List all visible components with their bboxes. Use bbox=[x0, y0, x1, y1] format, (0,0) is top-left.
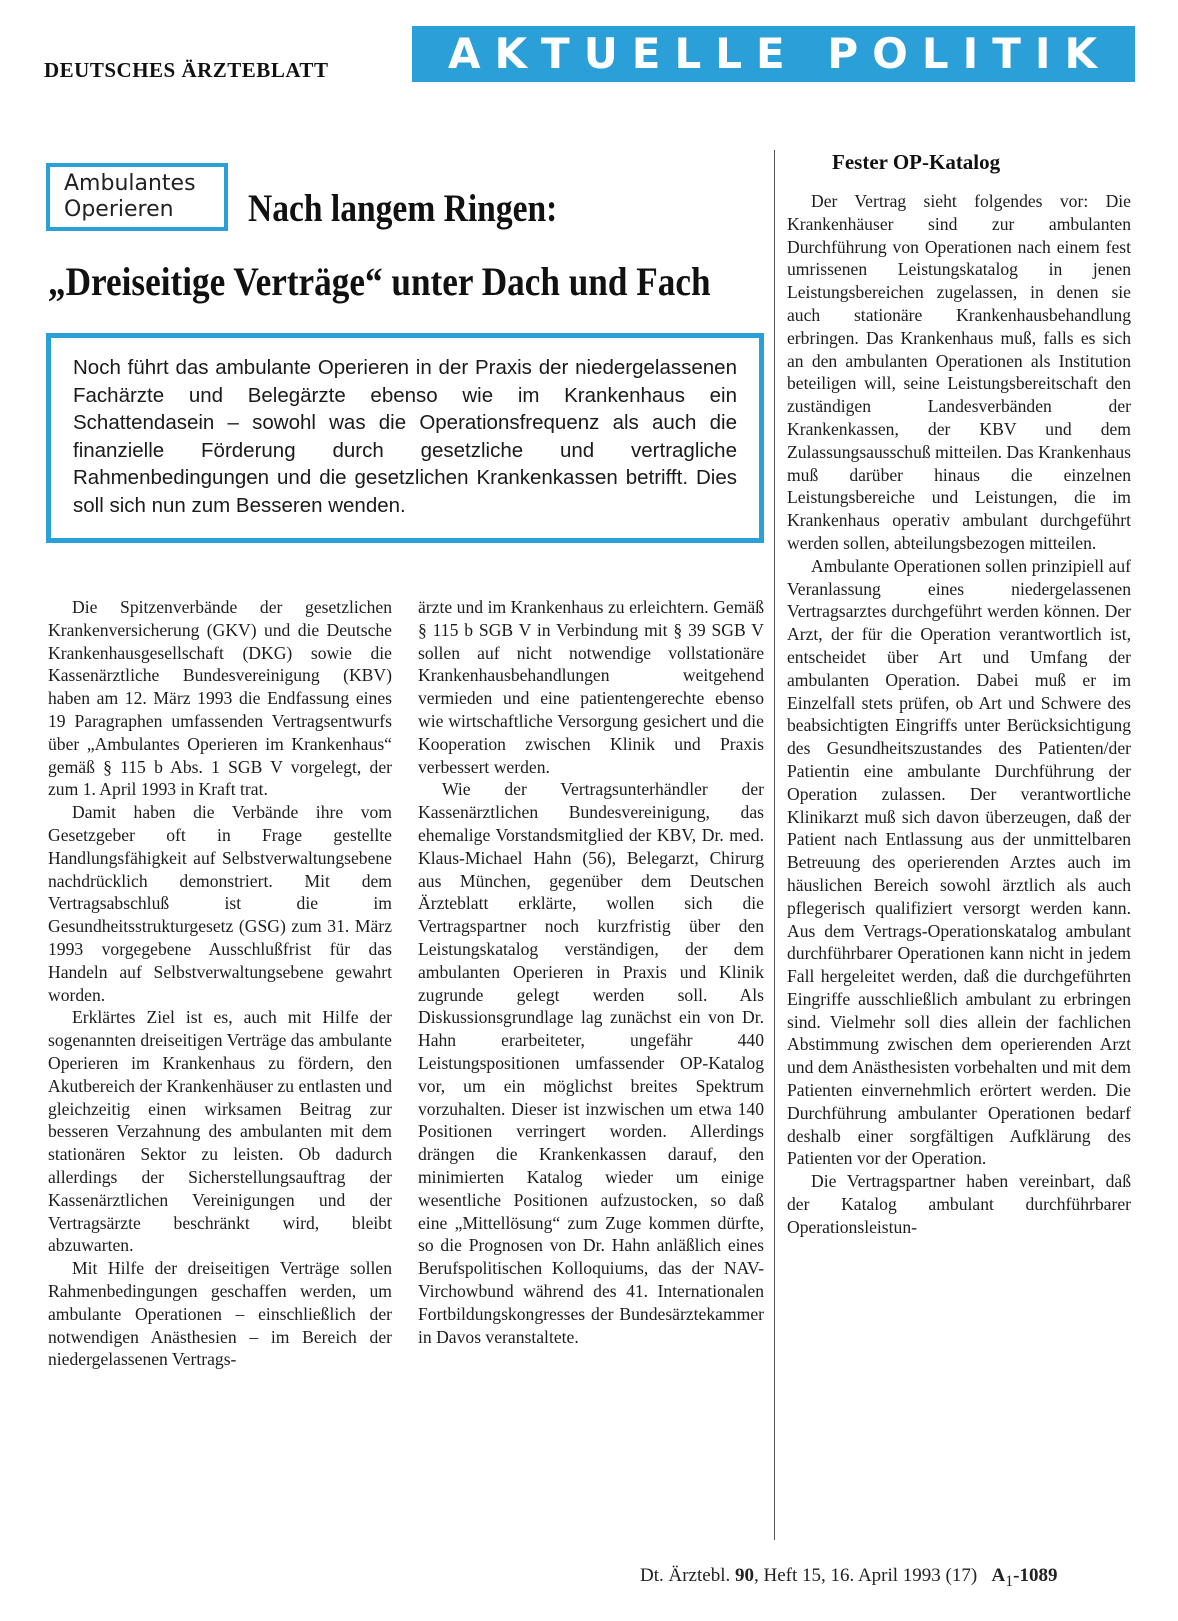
headline-line-1: Nach langem Ringen: bbox=[248, 187, 558, 230]
body-paragraph: Ambulante Operationen sollen prinzipiell auf Veranlassung eines niedergelassenen Vertragsarztes durchgeführt werden können. Der Arzt, der für die Operation verantwortlich ist, entscheidet über Art und Umfang der ambulanten Operation. Dabei muß er im Einzelfall stets prüfen, ob Art und Schwere des beabsichtigten Eingriffs unter Berücksichtigung des Gesundheitszustandes des Patienten/der Patientin eine ambulante Durchführung der Operation zulassen. Der verantwortliche Klinikarzt muß sich davon überzeugen, daß der Patient nach Entlassung aus der unmittelbaren Betreuung des operierenden Arztes auch im häuslichen Bereich sowohl ärztlich als auch pflegerisch qualifiziert versorgt werden kann. Aus dem Vertrags-Operationskatalog ambulant durchführbarer Operationen kann nicht in jedem Fall hergeleitet werden, daß die durchgeführten Eingriffe ausschließlich ambulant zu erbringen sind. Vielmehr soll dies allein der fachlichen Abstimmung zwischen dem operierenden Arzt und dem Anästhesisten vorbehalten und mit dem Patienten einvernehmlich erörtert werden. Die Durchführung ambulanter Operationen bedarf deshalb einer sorgfältigen Aufklärung des Patienten vor der Operation. bbox=[787, 555, 1131, 1169]
body-paragraph: Die Spitzenverbände der gesetzlichen Krankenversicherung (GKV) und die Deutsche Krankenhausgesellschaft (DKG) sowie die Kassenärztliche Bundesvereinigung (KBV) haben am 12. März 1993 die Endfassung eines 19 Paragraphen umfassenden Vertragsentwurfs über „Ambulantes Operieren im Krankenhaus“ gemäß § 115 b Abs. 1 SGB V vorgelegt, der zum 1. April 1993 in Kraft trat. bbox=[48, 597, 392, 800]
volume-number: 90 bbox=[734, 1565, 754, 1586]
section-banner: AKTUELLE POLITIK bbox=[412, 26, 1135, 82]
body-paragraph: Mit Hilfe der dreiseitigen Verträge sollen Rahmenbedingungen geschaffen werden, um ambulante Operationen – einschließlich der notwendigen Anästhesien – im Bereich der niedergelassenen Vertrags- bbox=[48, 1258, 392, 1370]
subheading: Fester OP-Katalog bbox=[832, 150, 1001, 174]
body-paragraph: ärzte und im Krankenhaus zu erleichtern. Gemäß § 115 b SGB V in Verbindung mit § 39 SGB V sollen auf nicht notwendige vollstationäre Krankenhausbehandlungen weitgehend vermieden und eine patientengerechte ebenso wie wirtschaftliche Versorgung gesichert und die Kooperation zwischen Klinik und Praxis verbessert werden. bbox=[418, 597, 764, 777]
body-paragraph: Erklärtes Ziel ist es, auch mit Hilfe der sogenannten dreiseitigen Verträge das ambulante Operieren im Krankenhaus zu fördern, den Akutbereich der Krankenhäuser zu entlasten und gleichzeitig einen wirksamen Beitrag zur besseren Verzahnung des ambulanten mit dem stationären Sektor zu leisten. Ob dadurch allerdings der Sicherstellungsauftrag der Kassenärztlichen Vereinigungen und der Vertragsärzte beschränkt wird, bleibt abzuwarten. bbox=[48, 1007, 392, 1256]
lead-paragraph: Noch führt das ambulante Operieren in der Praxis der niedergelassenen Fachärzte und Belegärzte ebenso wie im Krankenhaus ein Schattendasein – sowohl was die Operationsfrequenz als auch die finanzielle Förderung durch gesetzliche und vertragliche Rahmenbedingungen und die gesetzlichen Krankenkassen betrifft. Dies soll sich nun zum Besseren wenden. bbox=[46, 333, 764, 543]
kicker-line-1: Ambulantes bbox=[64, 171, 196, 196]
body-paragraph: Damit haben die Verbände ihre vom Gesetzgeber oft in Frage gestellte Handlungsfähigkeit auf Selbstverwaltungsebene nachdrücklich demonstriert. Mit dem Vertragsabschluß ist die im Gesundheitsstrukturgesetz (GSG) zum 31. März 1993 vorgegebene Ausschlußfrist für das Handeln auf Selbstverwaltungsebene gewahrt worden. bbox=[48, 802, 392, 1005]
citation-issue-date: , Heft 15, 16. April 1993 (17) bbox=[753, 1565, 978, 1586]
article-column-1 bbox=[48, 596, 392, 1371]
body-paragraph: Die Vertragspartner haben vereinbart, daß der Katalog ambulant durchführbarer Operationsleistun- bbox=[787, 1171, 1131, 1237]
kicker-box bbox=[46, 163, 228, 231]
publication-name: DEUTSCHES ÄRZTEBLATT bbox=[44, 58, 329, 82]
page-footer-citation bbox=[640, 1565, 1057, 1591]
page-letter: A bbox=[991, 1565, 1006, 1586]
page-subscript: 1 bbox=[1005, 1572, 1014, 1590]
article-column-3 bbox=[787, 190, 1131, 1239]
column-divider bbox=[774, 150, 775, 1540]
body-paragraph: Der Vertrag sieht folgendes vor: Die Krankenhäuser sind zur ambulanten Durchführung von Operationen nach einem fest umrissenen Leistungskatalog in jenen Leistungsbereichen zugelassen, in denen sie auch stationäre Krankenhausbehandlung erbringen. Das Krankenhaus muß, falls es sich an den ambulanten Operationen als Institution beteiligen will, seine Leistungsbereitschaft den zuständigen Landesverbänden der Krankenkassen, der KBV und dem Zulassungsausschuß mitteilen. Das Krankenhaus muß darüber hinaus die einzelnen Leistungsbereiche und Leistungen, die im Krankenhaus operativ ambulant durchgeführt werden sollen, abteilungsbezogen mitteilen. bbox=[787, 191, 1131, 553]
citation-prefix: Dt. Ärztebl. bbox=[640, 1565, 731, 1586]
kicker-line-2: Operieren bbox=[64, 197, 174, 222]
body-paragraph: Wie der Vertragsunterhändler der Kassenärztlichen Bundesvereinigung, das ehemalige Vorstandsmitglied der KBV, Dr. med. Klaus-Michael Hahn (56), Belegarzt, Chirurg aus München, gegenüber dem Deutschen Ärzteblatt erklärte, wollen sich die Vertragspartner noch kurzfristig über den Leistungskatalog verständigen, der dem ambulanten Operieren in Praxis und Klinik zugrunde gelegt werden soll. Als Diskussionsgrundlage lag zunächst ein von Dr. Hahn erarbeiteter, ungefähr 440 Leistungspositionen umfassender OP-Katalog vor, um ein möglichst breites Spektrum vorzuhalten. Dieser ist inzwischen um etwa 140 Positionen verringert worden. Allerdings drängen die Krankenkassen darauf, den minimierten Katalog wieder um einige wesentliche Positionen aufzustocken, so daß eine „Mittellösung“ zum Zuge kommen dürfte, so die Prognosen von Dr. Hahn anläßlich eines Berufspolitischen Kolloquiums, das der NAV-Virchowbund während des 41. Internationalen Fortbildungskongresses der Bundesärztekammer in Davos veranstaltete. bbox=[418, 779, 764, 1347]
article-column-2 bbox=[418, 596, 764, 1348]
headline-line-2: „Dreiseitige Verträge“ unter Dach und Fach bbox=[48, 259, 711, 304]
page-number: -1089 bbox=[1013, 1565, 1058, 1586]
